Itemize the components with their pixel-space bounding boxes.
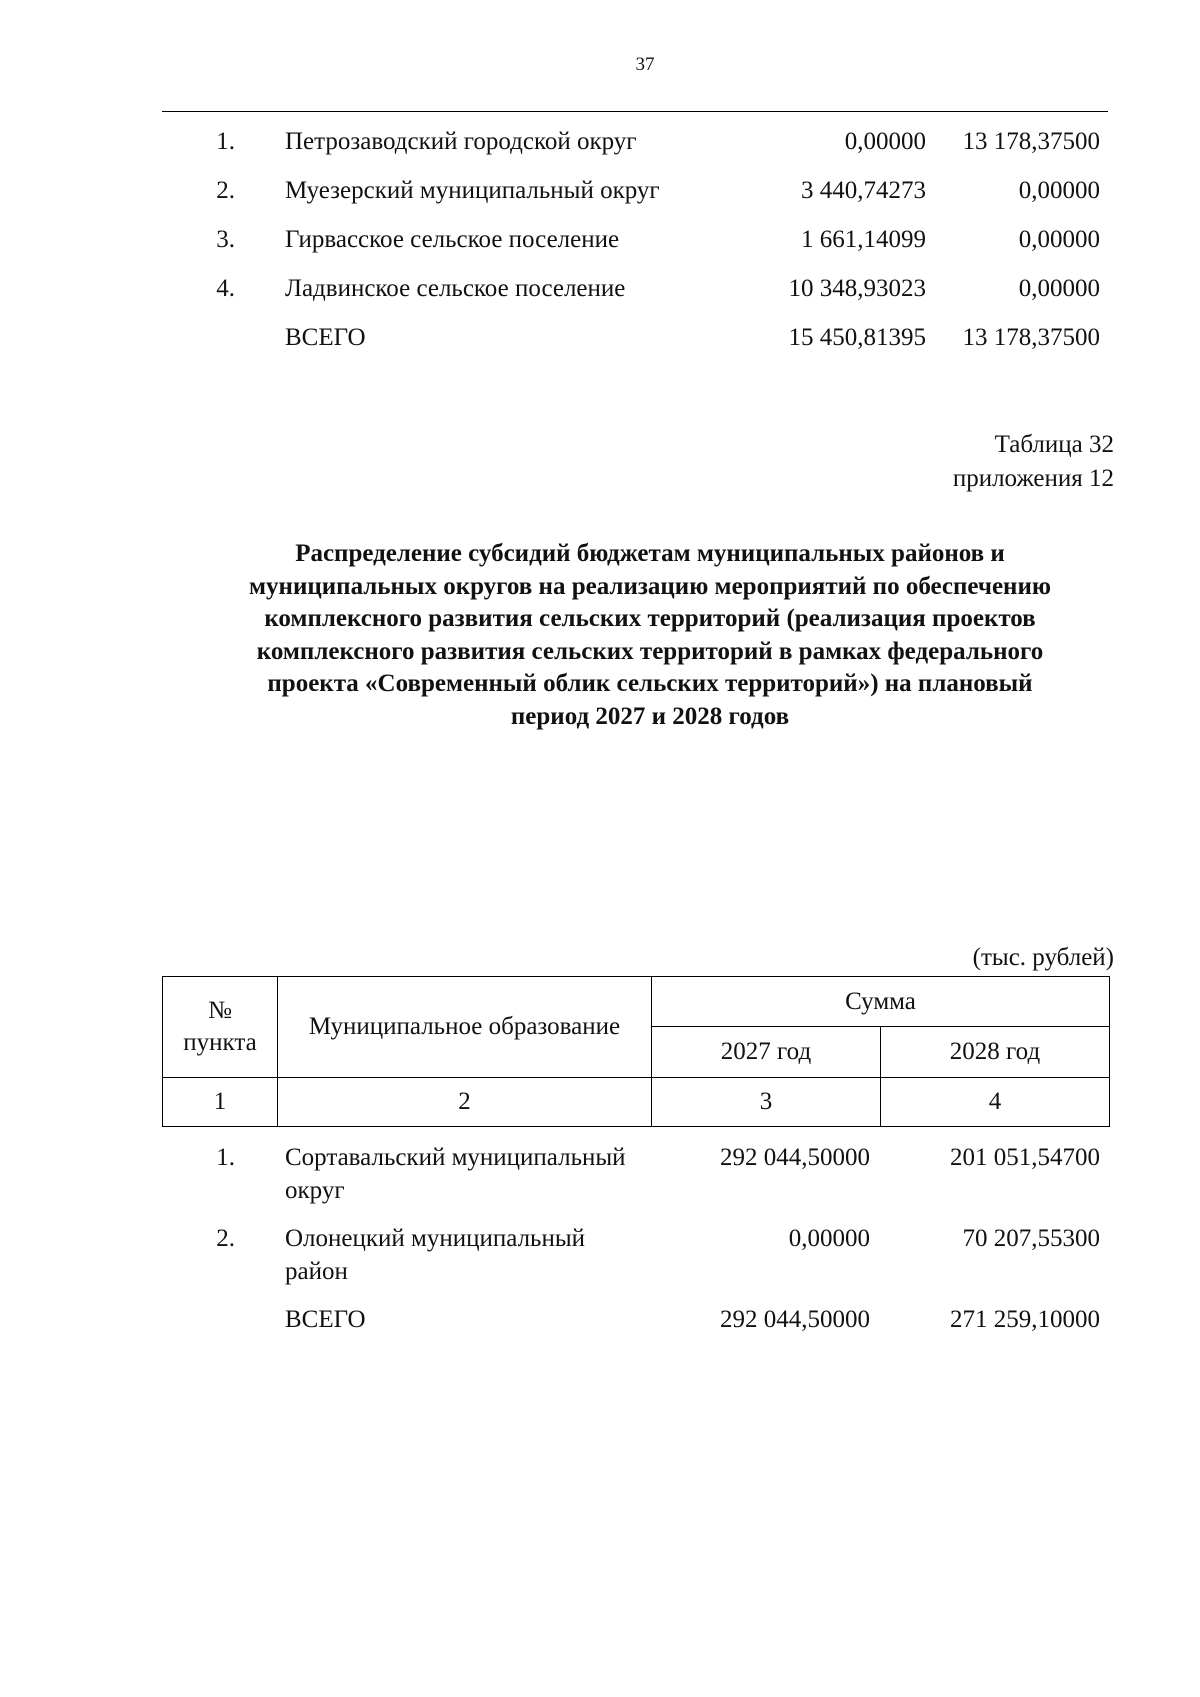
row-value-1: 1 661,14099 bbox=[801, 226, 926, 253]
header-number-label: пункта bbox=[183, 1029, 257, 1056]
header-sum: Сумма bbox=[652, 977, 1110, 1027]
page-number: 37 bbox=[635, 54, 655, 75]
header-entity: Муниципальное образование bbox=[278, 977, 652, 1078]
row-value-2028: 201 051,54700 bbox=[950, 1144, 1100, 1171]
heading-line: проекта «Современный облик сельских территорий») на плановый bbox=[267, 670, 1033, 697]
heading-line: Распределение субсидий бюджетам муниципальных районов и bbox=[295, 540, 1005, 567]
row-name: Сортавальский муниципальный округ bbox=[285, 1144, 626, 1204]
units-label: (тыс. рублей) bbox=[972, 944, 1114, 971]
heading-line: период 2027 и 2028 годов bbox=[510, 702, 790, 730]
total-value-1: 15 450,81395 bbox=[788, 324, 926, 351]
row-name: Гирвасское сельское поселение bbox=[285, 226, 620, 253]
row-name: Олонецкий муниципальный район bbox=[285, 1225, 585, 1285]
table-heading bbox=[150, 538, 1150, 733]
table-number: Таблица 32 bbox=[994, 431, 1114, 458]
column-number-3: 3 bbox=[652, 1078, 881, 1127]
heading-line: комплексного развития сельских территорий в рамках федерального bbox=[256, 637, 1044, 665]
appendix-number: приложения 12 bbox=[952, 465, 1114, 492]
total-label: ВСЕГО bbox=[285, 324, 366, 351]
top-rule bbox=[162, 111, 1108, 112]
heading-line: муниципальных округов на реализацию мероприятий по обеспечению bbox=[249, 572, 1051, 600]
row-number: 1. bbox=[216, 1144, 235, 1171]
header-number-sign: № bbox=[208, 997, 232, 1024]
total-value-2028: 271 259,10000 bbox=[950, 1306, 1100, 1333]
table-row bbox=[0, 226, 1200, 262]
table-header bbox=[162, 976, 1110, 1127]
column-number-1: 1 bbox=[163, 1078, 278, 1127]
row-name: Муезерский муниципальный округ bbox=[285, 177, 660, 204]
column-number-4: 4 bbox=[881, 1078, 1110, 1127]
row-number: 4. bbox=[216, 275, 235, 302]
row-value-1: 10 348,93023 bbox=[788, 275, 926, 302]
heading-line: комплексного развития сельских территорий (реализация проектов bbox=[264, 605, 1036, 632]
header-year-2027: 2027 год bbox=[652, 1027, 881, 1078]
row-number: 2. bbox=[216, 177, 235, 204]
row-value-2: 0,00000 bbox=[1018, 177, 1100, 204]
row-value-2: 0,00000 bbox=[1018, 226, 1100, 253]
table-row bbox=[0, 177, 1200, 213]
row-value-1: 0,00000 bbox=[844, 128, 926, 155]
row-value-2027: 0,00000 bbox=[788, 1225, 870, 1252]
row-number: 3. bbox=[216, 226, 235, 253]
header-year-2028: 2028 год bbox=[881, 1027, 1110, 1078]
row-value-2027: 292 044,50000 bbox=[720, 1144, 870, 1171]
row-value-2: 0,00000 bbox=[1018, 275, 1100, 302]
table-row bbox=[0, 128, 1200, 164]
row-number: 1. bbox=[216, 128, 235, 155]
header-number-cell bbox=[163, 977, 278, 1078]
total-row bbox=[0, 324, 1200, 360]
row-name: Ладвинское сельское поселение bbox=[285, 275, 626, 302]
row-value-2: 13 178,37500 bbox=[962, 128, 1100, 155]
row-name: Петрозаводский городской округ bbox=[285, 128, 637, 155]
table-row bbox=[0, 275, 1200, 311]
total-label: ВСЕГО bbox=[285, 1306, 366, 1333]
row-value-2028: 70 207,55300 bbox=[962, 1225, 1100, 1252]
row-number: 2. bbox=[216, 1225, 235, 1252]
column-number-2: 2 bbox=[278, 1078, 652, 1127]
total-value-2027: 292 044,50000 bbox=[720, 1306, 870, 1333]
row-value-1: 3 440,74273 bbox=[801, 177, 926, 204]
total-value-2: 13 178,37500 bbox=[962, 324, 1100, 351]
table-label bbox=[953, 428, 1114, 496]
